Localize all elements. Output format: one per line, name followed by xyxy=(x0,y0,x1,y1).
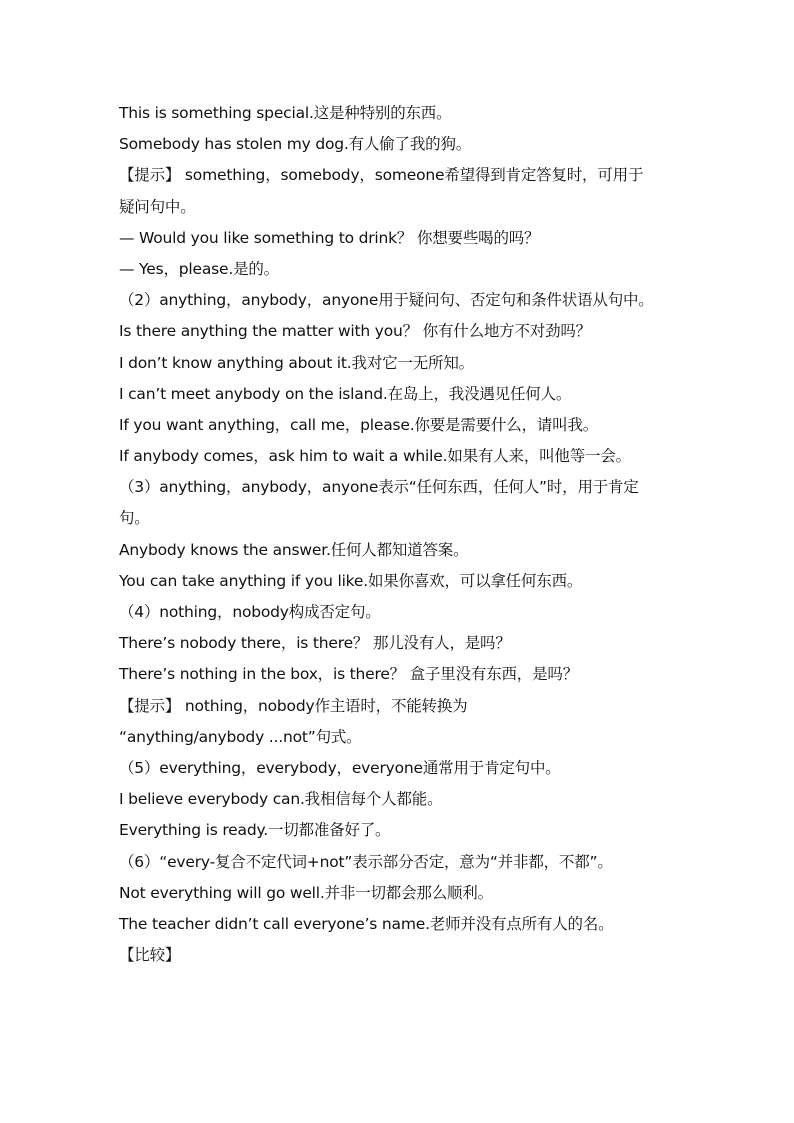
text-line: Anybody knows the answer.任何人都知道答案。 xyxy=(119,540,469,559)
text-line: Not everything will go well.并非一切都会那么顺利。 xyxy=(119,883,493,902)
text-line: There’s nobody there，is there？ 那儿没有人，是吗？ xyxy=(119,634,511,653)
text-line: This is something special.这是种特别的东西。 xyxy=(119,104,452,122)
text-line: You can take anything if you like.如果你喜欢，可以拿任何东西。 xyxy=(119,571,583,590)
compare-heading: 【比较】 xyxy=(119,946,181,965)
section-heading-6: （6）“every-复合不定代词+not”表示部分否定，意为“并非都，不都”。 xyxy=(119,852,613,871)
text-line: I believe everybody can.我相信每个人都能。 xyxy=(119,790,443,809)
text-line: 句。 xyxy=(119,509,150,528)
tip-line: 【提示】 something，somebody，someone希望得到肯定答复时，可用于 xyxy=(119,166,644,185)
text-line: I can’t meet anybody on the island.在岛上，我没遇见任何人。 xyxy=(119,384,572,403)
text-line: If you want anything，call me，please.你要是需要什么，请叫我。 xyxy=(119,415,599,434)
text-line: I don’t know anything about it.我对它一无所知。 xyxy=(119,353,474,372)
section-heading-5: （5）everything，everybody，everyone通常用于肯定句中。 xyxy=(119,758,561,777)
tip-line: 【提示】 nothing，nobody作主语时，不能转换为 xyxy=(119,696,468,715)
text-line: 疑问句中。 xyxy=(119,197,196,216)
text-line: Somebody has stolen my dog.有人偷了我的狗。 xyxy=(119,135,472,154)
dialogue-line: — Would you like something to drink？ 你想要些喝的吗？ xyxy=(119,228,540,247)
text-line: Is there anything the matter with you？ 你有什么地方不对劲吗？ xyxy=(119,322,591,341)
section-heading-2: （2）anything，anybody，anyone用于疑问句、否定句和条件状语从句中。 xyxy=(119,291,654,310)
text-line: There’s nothing in the box，is there？ 盒子里没有东西，是吗？ xyxy=(119,665,579,684)
dialogue-line: — Yes，please.是的。 xyxy=(119,259,279,278)
section-heading-4: （4）nothing，nobody构成否定句。 xyxy=(119,603,381,621)
text-line: Everything is ready.一切都准备好了。 xyxy=(119,821,391,840)
text-line: “anything/anybody ...not”句式。 xyxy=(119,727,362,746)
document-body xyxy=(119,98,679,971)
text-line: The teacher didn’t call everyone’s name.老师并没有点所有人的名。 xyxy=(119,914,614,933)
text-line: If anybody comes，ask him to wait a while.如果有人来，叫他等一会。 xyxy=(119,447,631,466)
section-heading-3: （3）anything，anybody，anyone表示“任何东西，任何人”时，用于肯定 xyxy=(119,478,639,497)
